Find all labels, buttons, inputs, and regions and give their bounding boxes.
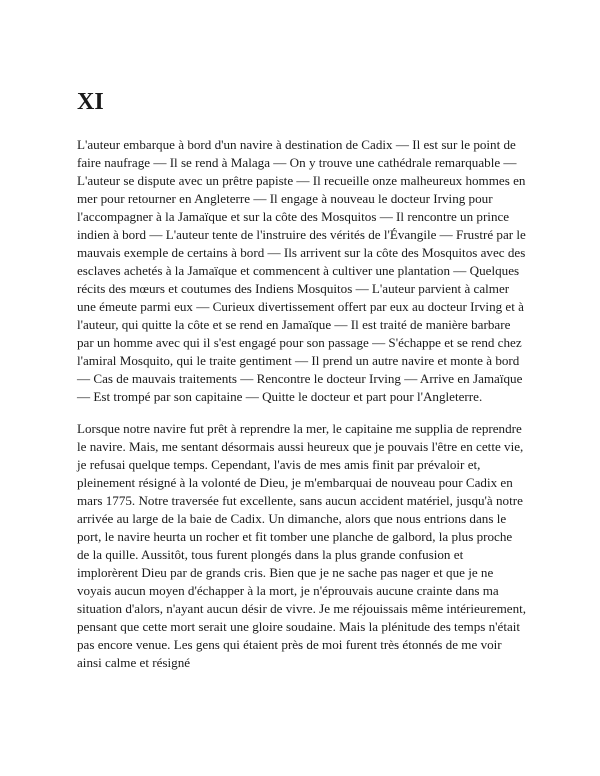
document-page [77,88,527,672]
body-paragraph: Lorsque notre navire fut prêt à reprendre la mer, le capitaine me supplia de reprendre le navire. Mais, me sentant désormais aussi heureux que je pouvais l'être en cette vie, je refusai quelque temps. Cependant, l'avis de mes amis finit par prévaloir et, pleinement résigné à la volonté de Dieu, je m'embarquai de nouveau pour Cadix en mars 1775. Notre traversée fut excellente, sans aucun accident matériel, jusqu'à notre arrivée au large de la baie de Cadix. Un dimanche, alors que nous entrions dans le port, le navire heurta un rocher et fit tomber une planche de galbord, la plus proche de la quille. Aussitôt, tous furent plongés dans la plus grande confusion et implorèrent Dieu par de grands cris. Bien que je ne sache pas nager et que je ne voyais aucun moyen d'échapper à la mort, je n'éprouvais aucune crainte dans ma situation d'alors, n'ayant aucun désir de vivre. Je me réjouissais même intérieurement, pensant que cette mort serait une gloire soudaine. Mais la plénitude des temps n'était pas encore venue. Les gens qui étaient près de moi furent très étonnés de me voir ainsi calme et résigné [77,421,527,670]
chapter-summary: L'auteur embarque à bord d'un navire à destination de Cadix — Il est sur le point de faire naufrage — Il se rend à Malaga — On y trouve une cathédrale remarquable — L'auteur se dispute avec un prêtre papiste — Il recueille onze malheureux hommes en mer pour retourner en Angleterre — Il engage à nouveau le docteur Irving pour l'accompagner à la Jamaïque et sur la côte des Mosquitos — Il rencontre un prince indien à bord — L'auteur tente de l'instruire des vérités de l'Évangile — Frustré par le mauvais exemple de certains à bord — Ils arrivent sur la côte des Mosquitos avec des esclaves achetés à la Jamaïque et commencent à cultiver une plantation — Quelques récits des mœurs et coutumes des Indiens Mosquitos — L'auteur parvient à calmer une émeute parmi eux — Curieux divertissement offert par eux au docteur Irving et à l'auteur, qui quitte la côte et se rend en Jamaïque — Il est traité de manière barbare par un homme avec qui il s'est engagé pour son passage — S'échappe et se rend chez l'amiral Mosquito, qui le traite gentiment — Il prend un autre navire et monte à bord — Cas de mauvais traitements — Rencontre le docteur Irving — Arrive en Jamaïque — Est trompé par son capitaine — Quitte le docteur et part pour l'Angleterre. [77,137,526,404]
chapter-heading: XI [77,89,104,115]
